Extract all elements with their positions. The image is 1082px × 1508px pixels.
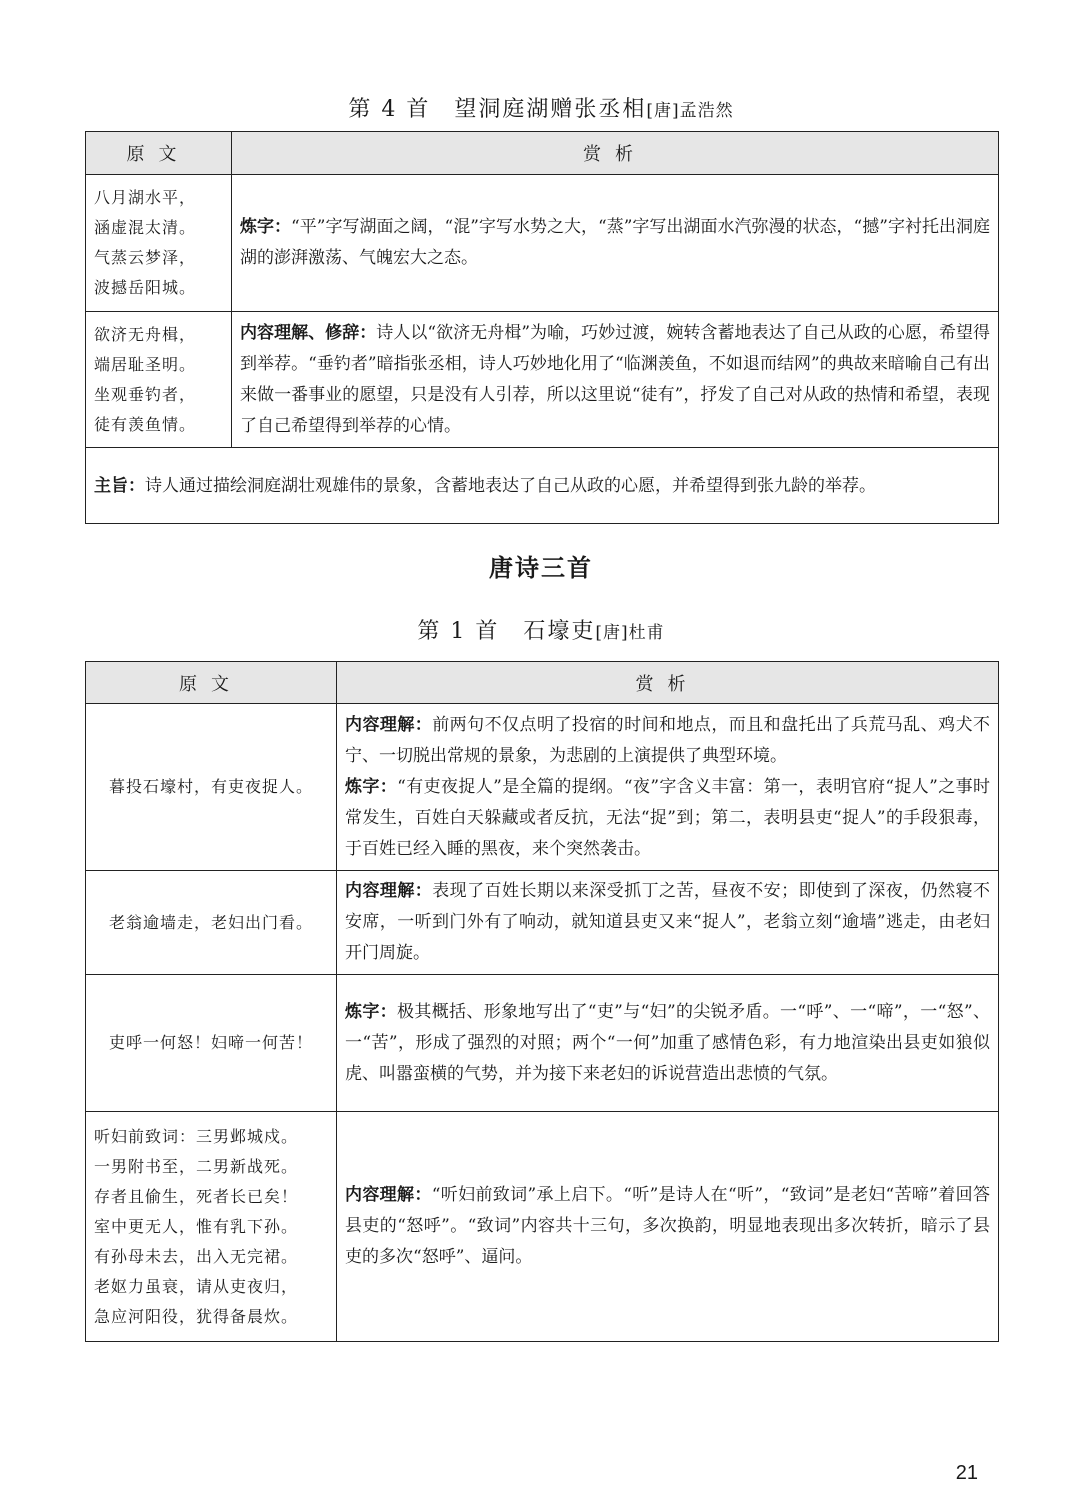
analysis-body: 极其概括、形象地写出了“吏”与“妇”的尖锐矛盾。一“呼”、一“啼”，一“怒”、一“苦”，形成了强烈的对照；两个“一何”加重了感情色彩，有力地渲染出县吏如狼似虎、叫嚣蛮横的气势，并为接下来老妇的诉说营造出悲愤的气氛。	[345, 1001, 990, 1084]
analysis-paragraph	[345, 876, 990, 969]
poem-line: 急应河阳役，犹得备晨炊。	[94, 1306, 299, 1326]
original-text	[86, 704, 337, 871]
header-original: 原文	[86, 662, 337, 704]
original-text	[86, 312, 232, 448]
poem4-title	[0, 92, 1082, 123]
theme-body: 诗人通过描绘洞庭湖壮观雄伟的景象，含蓄地表达了自己从政的心愿，并希望得到张九龄的举荐。	[145, 475, 876, 496]
poem-line: 波撼岳阳城。	[94, 278, 197, 297]
analysis-label: 内容理解：	[345, 1185, 432, 1205]
original-text	[86, 975, 337, 1112]
analysis-label: 炼字：	[345, 776, 398, 797]
analysis-label: 内容理解、修辞：	[240, 322, 377, 343]
poem1-title	[0, 614, 1082, 645]
table-row	[86, 704, 999, 871]
poem4-title-text: 第 4 首 望洞庭湖赠张丞相	[348, 97, 647, 122]
poem4-author: [唐]孟浩然	[646, 101, 734, 121]
analysis-paragraph	[345, 710, 990, 772]
poem-line: 气蒸云梦泽，	[94, 248, 197, 267]
analysis-paragraph	[345, 997, 990, 1090]
table-row	[86, 1112, 999, 1342]
poem-line: 存者且偷生，死者长已矣！	[94, 1186, 299, 1206]
analysis-body: 前两句不仅点明了投宿的时间和地点，而且和盘托出了兵荒马乱、鸡犬不宁、一切脱出常规的景象，为悲剧的上演提供了典型环境。	[345, 714, 991, 766]
table-row	[86, 871, 999, 975]
analysis-body: “听妇前致词”承上启下。“听”是诗人在“听”，“致词”是老妇“苦啼”着回答县吏的“怒呼”。“致词”内容共十三句，多次换韵，明显地表现出多次转折，暗示了县吏的多次“怒呼”、逼问。	[345, 1185, 990, 1267]
analysis-body: “有吏夜捉人”是全篇的提纲。“夜”字含义丰富：第一，表明官府“捉人”之事时常发生，百姓白天躲藏或者反抗，无法“捉”到；第二，表明县吏“捉人”的手段狠毒，于百姓已经入睡的黑夜，来个突然袭击。	[345, 776, 991, 859]
poem-line: 有孙母未去，出入无完裙。	[94, 1246, 299, 1266]
poem-line: 涵虚混太清。	[94, 218, 197, 237]
poem-line: 吏呼一何怒！妇啼一何苦！	[108, 1033, 313, 1052]
poem-line: 端居耻圣明。	[94, 354, 197, 374]
original-text	[86, 1112, 337, 1342]
analysis-label: 内容理解：	[345, 881, 433, 901]
original-text	[86, 871, 337, 975]
original-text	[86, 175, 232, 312]
analysis-body: “平”字写湖面之阔，“混”字写水势之大，“蒸”字写出湖面水汽弥漫的状态，“撼”字衬托出洞庭湖的澎湃激荡、气魄宏大之态。	[240, 217, 990, 268]
theme-label: 主旨：	[94, 475, 145, 496]
header-original: 原文	[86, 132, 232, 175]
section-title: 唐诗三首	[489, 554, 593, 582]
analysis-text	[232, 312, 999, 448]
table-row	[86, 975, 999, 1112]
analysis-label: 炼字：	[345, 1001, 398, 1022]
analysis-body: 表现了百姓长期以来深受抓丁之苦，昼夜不安；即使到了深夜，仍然寝不安席，一听到门外有了响动，就知道县吏又来“捉人”，老翁立刻“逾墙”逃走，由老妇开门周旋。	[345, 881, 991, 963]
poem-line: 一男附书至，二男新战死。	[94, 1156, 299, 1176]
poem1-author: [唐]杜甫	[595, 623, 665, 643]
analysis-label: 内容理解：	[345, 714, 433, 735]
poem-line: 暮投石壕村，有吏夜捉人。	[108, 777, 313, 796]
analysis-text	[337, 975, 999, 1112]
poem-line: 老妪力虽衰，请从吏夜归，	[94, 1276, 299, 1296]
poem-line: 老翁逾墙走，老妇出门看。	[108, 912, 313, 932]
poem4-table	[85, 131, 999, 524]
poem-line: 欲济无舟楫，	[94, 324, 197, 344]
analysis-paragraph	[345, 772, 990, 865]
header-analysis: 赏析	[232, 132, 999, 175]
analysis-text	[337, 1112, 999, 1342]
poem-line: 听妇前致词：三男邺城戍。	[94, 1126, 299, 1146]
theme-text	[86, 448, 999, 524]
poem-line: 徒有羡鱼情。	[94, 414, 197, 434]
page-number: 21	[955, 1462, 978, 1484]
analysis-text	[232, 175, 999, 312]
analysis-body: 诗人以“欲济无舟楫”为喻，巧妙过渡，婉转含蓄地表达了自己从政的心愿，希望得到举荐。“垂钓者”暗指张丞相，诗人巧妙地化用了“临渊羡鱼，不如退而结网”的典故来暗喻自己有出来做一番事业的愿望，只是没有人引荐，所以这里说“徒有”，抒发了自己对从政的热情和希望，表现了自己希望得到举荐的心情。	[240, 322, 990, 436]
poem-line: 八月湖水平，	[94, 188, 197, 207]
analysis-label: 炼字：	[240, 217, 292, 237]
table-row	[86, 312, 999, 448]
analysis-text	[337, 871, 999, 975]
poem1-table	[85, 661, 999, 1342]
poem-line: 坐观垂钓者，	[94, 384, 197, 404]
theme-row	[86, 448, 999, 524]
poem-line: 室中更无人，惟有乳下孙。	[94, 1216, 299, 1236]
analysis-paragraph	[345, 1180, 990, 1273]
header-analysis: 赏析	[337, 662, 999, 704]
table-row	[86, 175, 999, 312]
analysis-text	[337, 704, 999, 871]
poem1-title-text: 第 1 首 石壕吏	[417, 619, 596, 644]
